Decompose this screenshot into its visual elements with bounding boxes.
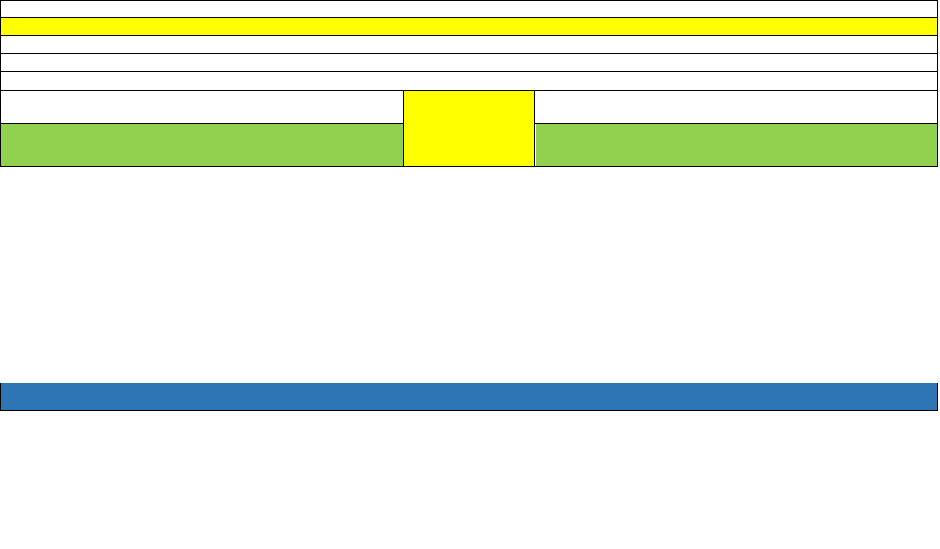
final-score: [403, 91, 535, 167]
home-scorers: [1, 124, 404, 166]
stadium-name: [1, 72, 937, 90]
away-team-name: [536, 91, 937, 123]
date-row: [0, 54, 938, 72]
league-title: [1, 1, 937, 17]
league-row: [0, 0, 938, 18]
matchday-title: [1, 36, 937, 53]
group-title: [1, 18, 937, 35]
away-scorers: [536, 124, 937, 166]
matchday-row: [0, 36, 938, 54]
website-banner: [0, 383, 938, 411]
group-row: [0, 18, 938, 36]
match-date: [1, 54, 937, 71]
stadium-row: [0, 72, 938, 91]
home-team-name: [1, 91, 404, 123]
